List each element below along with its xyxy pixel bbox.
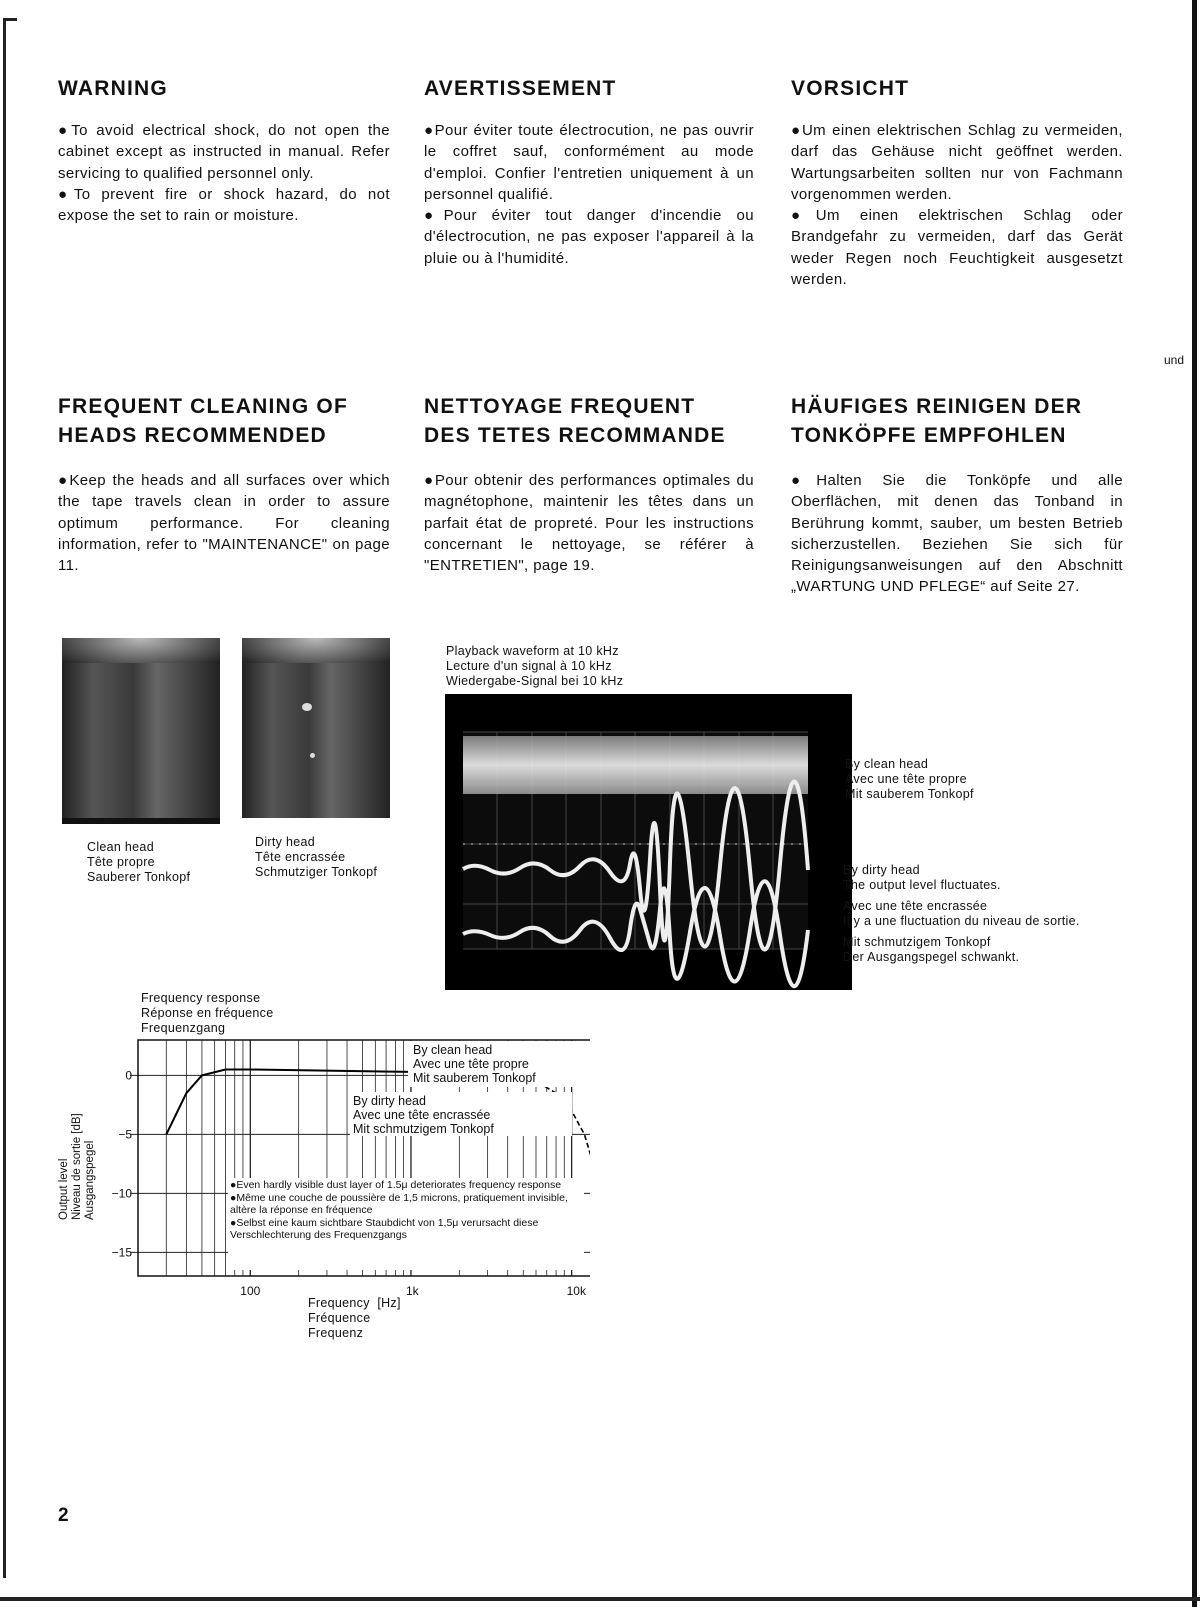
cleaning-body-de: ●Halten Sie die Tonköpfe und alle Oberflächen, mit denen das Tonband in Berührung kommt, sauber, um besten Betrieb sicherzustellen. Beziehen Sie sich für Reinigungsanweisungen auf den Abschnitt „WARTUNG UND PFLEGE“ auf Seite 27.	[791, 472, 1123, 596]
x-tick-label: 10k	[566, 1284, 586, 1298]
legend-dirty-fr: Avec une tête encrassée	[353, 1108, 491, 1122]
chart-xlabel	[308, 1296, 401, 1341]
warning-title-fr: AVERTISSEMENT	[424, 77, 617, 100]
legend-clean-fr: Avec une tête propre	[413, 1057, 529, 1071]
cleaning-title-en-1: FREQUENT CLEANING OF	[58, 395, 348, 418]
dirty-head-photo	[242, 638, 390, 818]
cleaning-fr	[424, 392, 754, 576]
cleaning-body-en: ●Keep the heads and all surfaces over which the tape travels clean in order to assure optimum performance. For cleaning information, refer to "MAINTENANCE" on page 11.	[58, 472, 390, 575]
oscilloscope-photo	[445, 694, 852, 990]
x-tick-label: 1k	[405, 1284, 419, 1298]
warning-de-para-2: ●Um einen elektrischen Schlag oder Brandgefahr zu vermeiden, darf das Gerät weder Regen noch Feuchtigkeit ausgesetzt werden.	[791, 207, 1123, 289]
legend-dirty-en: By dirty head	[353, 1094, 426, 1108]
warning-title-en: WARNING	[58, 77, 168, 100]
scan-edge-bottom	[0, 1597, 1200, 1601]
cleaning-title-de-2: TONKÖPFE EMPFOHLEN	[791, 424, 1067, 447]
corner-mark	[3, 18, 17, 21]
cleaning-body-fr: ●Pour obtenir des performances optimales du magnétophone, maintenir les têtes dans un parfait état de propreté. Pour les instructions concernant le nettoyage, se référer à "ENTRETIEN", page 19.	[424, 472, 754, 575]
scope-clean-caption: By clean head Avec une tête propre Mit sauberem Tonkopf	[845, 757, 974, 801]
chart-note-en: ●Even hardly visible dust layer of 1.5μ deteriorates frequency response	[230, 1179, 562, 1191]
xlabel-unit: [Hz]	[377, 1296, 401, 1310]
xlabel-en: Frequency	[308, 1296, 370, 1310]
scope-dirty-caption: By dirty head The output level fluctuates. Avec une tête encrassée Il y a une fluctuation du niveau de sortie. Mit schmutzigem Tonkopf Der Ausgangspegel schwankt.	[843, 863, 1080, 964]
warning-en	[58, 74, 390, 226]
warning-en-para-1: ●To avoid electrical shock, do not open the cabinet except as instructed in manual. Refer servicing to qualified personnel only.	[58, 122, 390, 182]
scan-edge-right	[1192, 0, 1197, 1607]
page-number: 2	[58, 1505, 69, 1526]
margin-note: und	[1164, 353, 1185, 367]
xlabel-fr: Fréquence	[308, 1311, 371, 1325]
scope-title: Playback waveform at 10 kHz Lecture d'un signal à 10 kHz Wiedergabe-Signal bei 10 kHz	[446, 644, 624, 688]
warning-en-para-2: ●To prevent fire or shock hazard, do not expose the set to rain or moisture.	[58, 185, 390, 225]
legend-clean-de: Mit sauberem Tonkopf	[413, 1071, 536, 1085]
cleaning-title-fr-1: NETTOYAGE FREQUENT	[424, 395, 696, 418]
dirty-head-caption: Dirty head Tête encrassée Schmutziger Tonkopf	[255, 835, 378, 879]
chart-title-en: Frequency response	[141, 991, 261, 1005]
y-tick-label: −5	[118, 1127, 132, 1142]
xlabel-de: Frequenz	[308, 1326, 364, 1340]
cleaning-title-fr-2: DES TETES RECOMMANDE	[424, 424, 726, 447]
clean-head-photo	[62, 638, 220, 824]
warning-de-para-1: ●Um einen elektrischen Schlag zu vermeiden, darf das Gehäuse nicht geöffnet werden. Wartungsarbeiten sollten nur von Fachmann vorgenommen werden.	[791, 122, 1123, 203]
y-tick-label: −15	[111, 1245, 132, 1260]
legend-dirty-de: Mit schmutzigem Tonkopf	[353, 1122, 494, 1136]
chart-note-fr: ●Même une couche de poussière de 1,5 microns, pratiquement invisible, altère la réponse en fréquence	[230, 1191, 568, 1217]
cleaning-title-en-2: HEADS RECOMMENDED	[58, 424, 327, 447]
scan-edge-left	[3, 18, 6, 1578]
warning-de	[791, 74, 1123, 290]
cleaning-de	[791, 392, 1123, 598]
chart-title-de: Frequenzgang	[141, 1021, 226, 1035]
warning-fr-para-2: ●Pour éviter tout danger d'incendie ou d'électrocution, ne pas exposer l'appareil à la pluie ou à l'humidité.	[424, 207, 754, 267]
y-tick-label: 0	[125, 1068, 132, 1083]
legend-clean-en: By clean head	[413, 1043, 493, 1057]
clean-head-caption: Clean head Tête propre Sauberer Tonkopf	[87, 840, 191, 884]
cleaning-title-de-1: HÄUFIGES REINIGEN DER	[791, 395, 1083, 418]
frequency-response-chart	[50, 1030, 590, 1340]
warning-fr-para-1: ●Pour éviter toute électrocution, ne pas ouvrir le coffret sauf, conformément au mode d'emploi. Confier l'entretien uniquement à un personnel qualifié.	[424, 122, 754, 203]
warning-title-de: VORSICHT	[791, 77, 910, 100]
y-tick-label: −10	[111, 1186, 132, 1201]
cleaning-en	[58, 392, 390, 576]
warning-fr	[424, 74, 754, 269]
chart-ylabel: Output level Niveau de sortie [dB] Ausgangspegel	[58, 1113, 96, 1220]
x-tick-label: 100	[240, 1284, 261, 1298]
chart-title-fr: Réponse en fréquence	[141, 1006, 274, 1020]
chart-note-de: ●Selbst eine kaum sichtbare Staubdicht von 1,5μ verursacht diese Verschlechterung des Frequenzgangs	[230, 1216, 539, 1242]
